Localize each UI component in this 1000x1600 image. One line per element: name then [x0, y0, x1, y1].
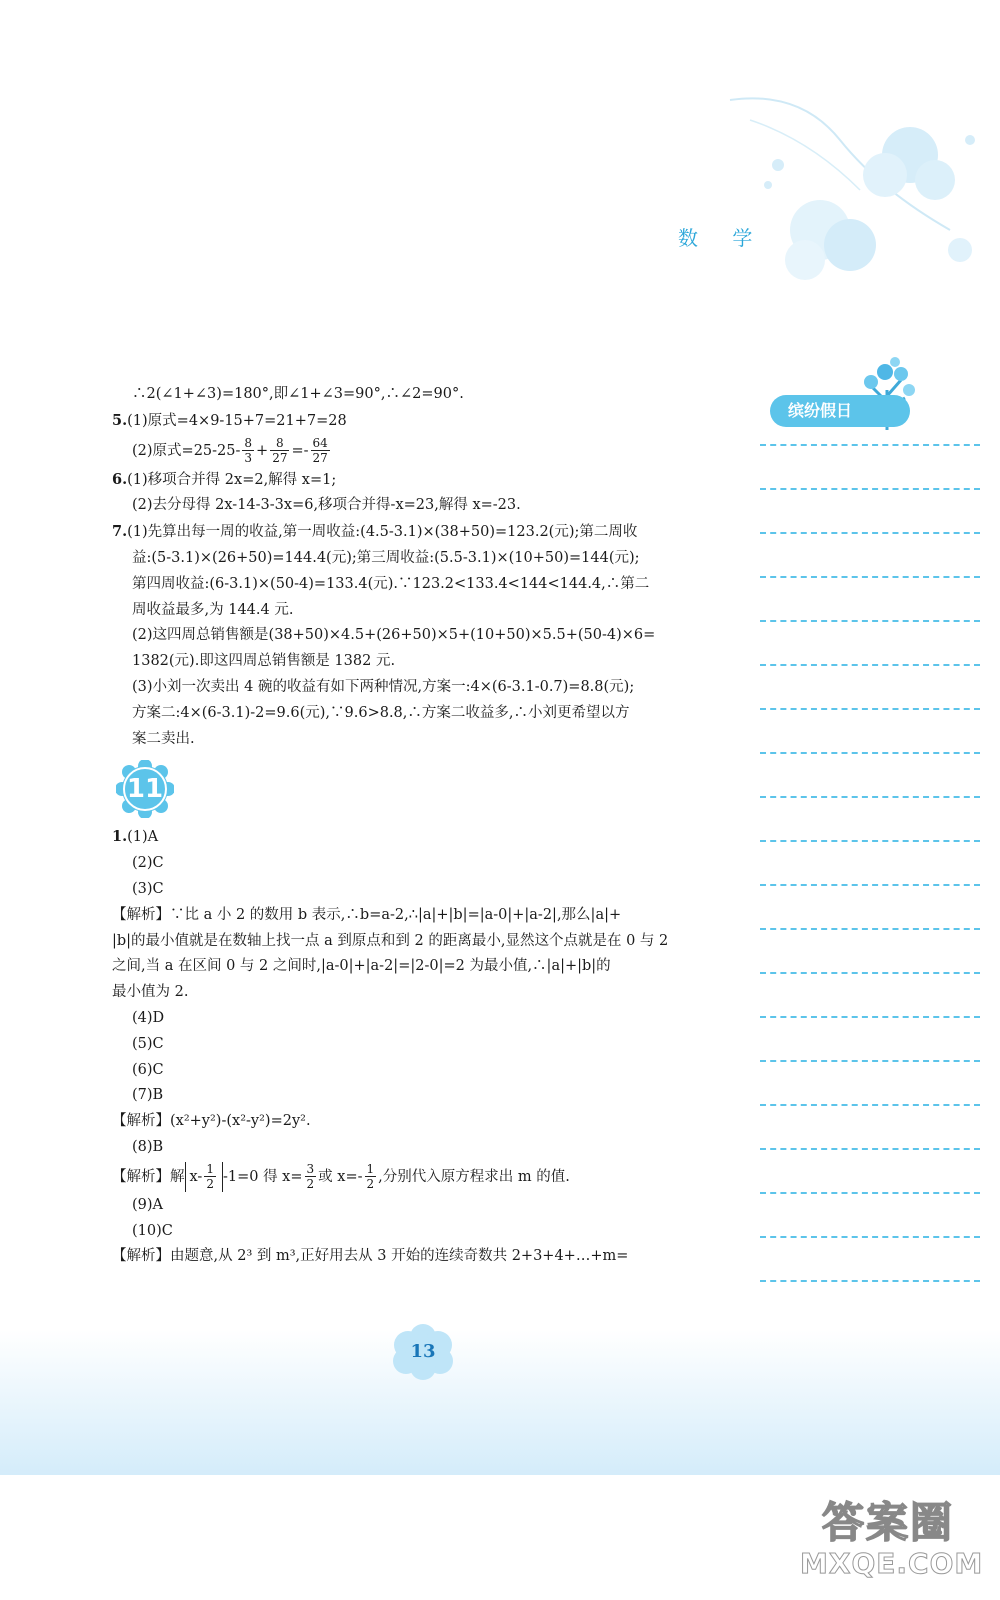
note-rule — [760, 532, 980, 534]
question-number: 7. — [112, 523, 128, 541]
sidebar-title: 缤纷假日 — [770, 395, 910, 427]
note-rule — [760, 664, 980, 666]
text-line: (5)C — [132, 1035, 164, 1052]
text-line: (3)小刘一次卖出 4 碗的收益有如下两种情况,方案一:4×(6-3.1-0.7)=8.8(元); — [132, 678, 635, 695]
note-rule — [760, 1104, 980, 1106]
flower-decoration — [720, 80, 990, 310]
analysis-line — [112, 903, 752, 929]
fraction: $\frac{64}{27}$ — [312, 436, 328, 466]
text-line: (6)C — [132, 1061, 164, 1078]
note-rule — [760, 576, 980, 578]
text-line: (4)D — [132, 1009, 165, 1026]
analysis-line — [112, 1109, 752, 1135]
text-span: =- — [291, 442, 309, 459]
text-line: 最小值为 2. — [112, 984, 189, 1001]
text-span: ,分别代入原方程求出 m 的值. — [378, 1168, 570, 1185]
fraction: $\frac{8}{3}$ — [244, 436, 253, 466]
text-line: (x²+y²)-(x²-y²)=2y². — [170, 1113, 311, 1130]
note-rule — [760, 1060, 980, 1062]
note-rule — [760, 1192, 980, 1194]
question-1 — [112, 824, 752, 851]
text-line: 方案二:4×(6-3.1)-2=9.6(元),∵9.6>8.8,∴方案二收益多,∴小刘更希望以方 — [132, 704, 630, 721]
question-7 — [112, 519, 752, 546]
note-rule — [760, 488, 980, 490]
text-line: (1)移项合并得 2x=2,解得 x=1; — [127, 471, 337, 488]
footer-band — [0, 1330, 1000, 1475]
analysis-label: 【解析】 — [112, 1248, 170, 1265]
text-line: (2)这四周总销售额是(38+50)×4.5+(26+50)×5+(10+50)×5.5+(50-4)×6= — [132, 627, 656, 644]
analysis-label: 【解析】 — [112, 906, 170, 923]
text-line: (1)A — [127, 829, 159, 846]
text-line: (2)去分母得 2x-14-3-3x=6,移项合并得-x=23,解得 x=-23. — [132, 497, 521, 514]
section-badge — [112, 752, 752, 824]
text-line: 周收益最多,为 144.4 元. — [132, 601, 294, 618]
note-rule — [760, 1148, 980, 1150]
text-line: (1)原式=4×9-15+7=21+7=28 — [127, 412, 347, 429]
watermark-url: MXQE.COM — [800, 1547, 984, 1580]
analysis-line — [112, 1244, 752, 1270]
analysis-label: 【解析】 — [112, 1113, 170, 1130]
text-line: 由题意,从 2³ 到 m³,正好用去从 3 开始的连续奇数共 2+3+4+…+m= — [170, 1248, 629, 1265]
analysis-label: 【解析】 — [112, 1168, 170, 1185]
text-line: (8)B — [132, 1138, 164, 1155]
answer-content — [112, 382, 752, 1270]
text-line: 第四周收益:(6-3.1)×(50-4)=133.4(元).∵123.2<133.4<144<144.4,∴第二 — [132, 575, 650, 592]
note-rule — [760, 884, 980, 886]
text-line: (9)A — [132, 1196, 164, 1213]
note-rule — [760, 620, 980, 622]
section-number: 11 — [126, 774, 164, 805]
text-span: (2)原式=25-25- — [132, 442, 241, 459]
question-number: 6. — [112, 470, 128, 488]
fraction: $\frac{3}{2}$ — [306, 1162, 315, 1192]
note-rule — [760, 1280, 980, 1282]
question-number: 1. — [112, 828, 128, 846]
text-line: 案二卖出. — [132, 730, 195, 747]
watermark-title: 答案圈 — [822, 1498, 955, 1547]
text-line: |b|的最小值就是在数轴上找一点 a 到原点和到 2 的距离最小,显然这个点就是在 0 与 2 — [112, 932, 669, 949]
text-line: ∵比 a 小 2 的数用 b 表示,∴b=a-2,∴|a|+|b|=|a-0|+|a-2|,那么|a|+ — [170, 906, 622, 923]
text-line: 之间,当 a 在区间 0 与 2 之间时,|a-0|+|a-2|=|2-0|=2 为最小值,∴|a|+|b|的 — [112, 958, 611, 975]
note-rule — [760, 444, 980, 446]
question-5 — [112, 408, 752, 435]
note-rule — [760, 972, 980, 974]
analysis-line — [112, 1161, 752, 1193]
text-line: 1382(元).即这四周总销售额是 1382 元. — [132, 653, 396, 670]
note-rule — [760, 1016, 980, 1018]
note-rule — [760, 928, 980, 930]
text-span: -1=0 得 x= — [222, 1168, 303, 1185]
text-span: + — [256, 442, 269, 459]
note-rule — [760, 1236, 980, 1238]
text-line: 益:(5-3.1)×(26+50)=144.4(元);第三周收益:(5.5-3.1)×(10+50)=144(元); — [132, 549, 640, 566]
note-rule — [760, 796, 980, 798]
fraction: $\frac{1}{2}$ — [366, 1162, 375, 1192]
question-5-part-2 — [112, 435, 752, 467]
text-span: 或 x=- — [318, 1168, 363, 1185]
question-number: 5. — [112, 411, 128, 429]
text-line: (2)C — [132, 855, 164, 872]
question-6 — [112, 467, 752, 494]
page-number: 13 — [410, 1341, 436, 1362]
text-line: (10)C — [132, 1222, 173, 1239]
subject-title: 数 学 — [678, 226, 767, 250]
note-rule — [760, 708, 980, 710]
note-rule — [760, 840, 980, 842]
text-line: (3)C — [132, 880, 164, 897]
fraction: $\frac{8}{27}$ — [272, 436, 288, 466]
text-line: ∴2(∠1+∠3)=180°,即∠1+∠3=90°,∴∠2=90°. — [132, 386, 464, 402]
text-line: (7)B — [132, 1087, 164, 1104]
text-line: (1)先算出每一周的收益,第一周收益:(4.5-3.1)×(38+50)=123.2(元);第二周收 — [127, 524, 638, 541]
text-span: 解 — [170, 1168, 185, 1185]
absolute-value: x- $\frac{1}{2}$ — [185, 1162, 223, 1192]
note-rule — [760, 752, 980, 754]
